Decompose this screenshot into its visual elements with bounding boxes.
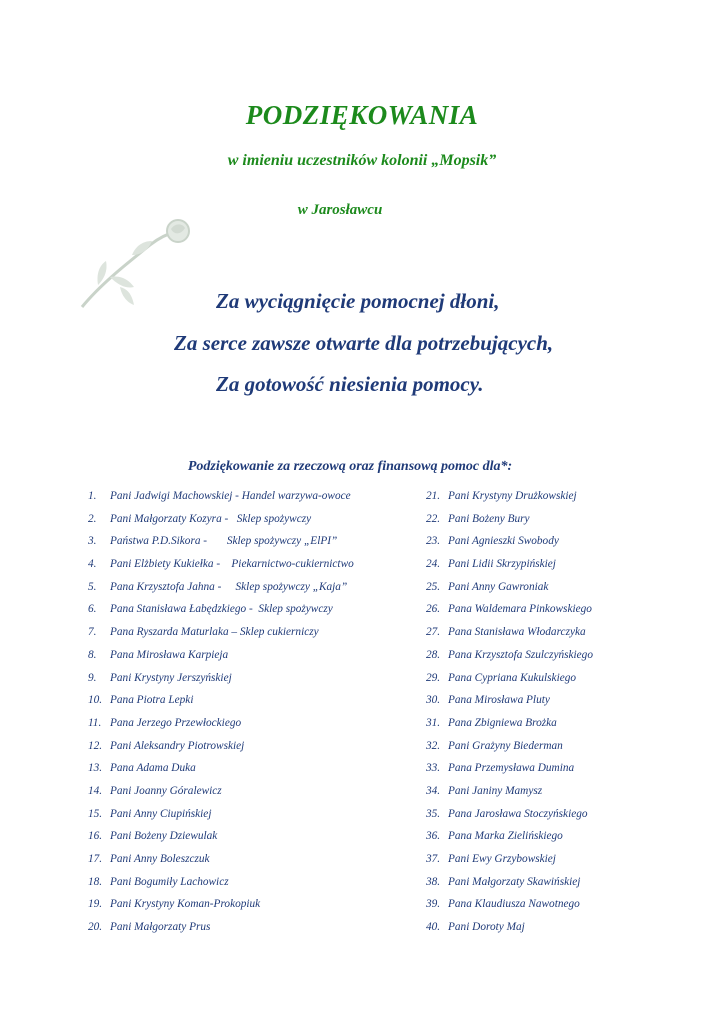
- list-item: [426, 714, 716, 737]
- list-item-number: 2.: [88, 512, 97, 525]
- thanks-line-2: Za serce zawsze otwarte dla potrzebujących,: [174, 331, 554, 355]
- list-item-text: Pana Ryszarda Maturlaka – Sklep cukierniczy: [110, 626, 319, 639]
- list-item-number: 9.: [88, 671, 97, 684]
- list-item-number: 19.: [88, 898, 103, 911]
- list-item-number: 11.: [88, 716, 102, 729]
- list-item-number: 20.: [88, 921, 103, 934]
- list-item-number: 12.: [88, 739, 103, 752]
- list-item-number: 34.: [426, 784, 441, 797]
- list-item: [88, 805, 418, 828]
- list-item-text: Pani Grażyny Biederman: [448, 739, 563, 752]
- list-item: [88, 827, 418, 850]
- list-item-number: 17.: [88, 853, 103, 865]
- list-item: [426, 737, 716, 760]
- list-item-number: 36.: [426, 830, 441, 843]
- list-item-number: 32.: [426, 739, 441, 752]
- list-item-number: 8.: [88, 648, 97, 661]
- list-item-text: Pani Krystyny Jerszyńskiej: [110, 671, 232, 684]
- list-item: [426, 895, 716, 918]
- list-item: [426, 691, 716, 714]
- list-item-number: 6.: [88, 603, 97, 616]
- list-item: [426, 669, 716, 692]
- list-item-number: 37.: [426, 853, 441, 865]
- list-item-number: 4.: [88, 558, 97, 571]
- list-item-text: Pani Krystyny Drużkowskiej: [448, 490, 577, 502]
- list-item-text: Pana Marka Zielińskiego: [448, 830, 563, 843]
- list-item: [426, 600, 716, 623]
- list-item-text: Pani Aleksandry Piotrowskiej: [110, 739, 245, 752]
- list-item: [88, 873, 418, 896]
- list-item-text: Pani Bogumiły Lachowicz: [110, 875, 229, 888]
- list-item-text: Pana Zbigniewa Brożka: [448, 716, 557, 729]
- list-item-number: 18.: [88, 875, 103, 888]
- list-item: [426, 555, 716, 578]
- list-item: [88, 578, 418, 601]
- list-item: [426, 487, 716, 510]
- list-item: [88, 714, 418, 737]
- place-line: w Jarosławcu: [297, 202, 383, 218]
- list-item-text: Pana Cypriana Kukulskiego: [448, 671, 577, 684]
- list-item-text: Pana Mirosława Karpieja: [110, 648, 229, 661]
- sponsor-list-right: [426, 487, 716, 941]
- list-item: [88, 737, 418, 760]
- list-item-text: Pana Jarosława Stoczyńskiego: [448, 807, 588, 820]
- list-item-text: Pana Stanisława Włodarczyka: [448, 626, 586, 639]
- list-item: [426, 510, 716, 533]
- list-item-text: Pani Lidii Skrzypińskiej: [448, 558, 556, 571]
- list-item: [426, 782, 716, 805]
- list-item: [88, 895, 418, 918]
- list-item: [88, 850, 418, 873]
- list-item-number: 23.: [426, 535, 441, 548]
- list-item-text: Pani Małgorzaty Skawińskiej: [448, 875, 581, 888]
- list-item-number: 25.: [426, 580, 441, 593]
- list-item: [426, 805, 716, 828]
- list-item-text: Pana Waldemara Pinkowskiego: [448, 603, 592, 616]
- list-item-text: Pani Janiny Mamysz: [448, 784, 543, 797]
- list-item-number: 30.: [426, 694, 441, 707]
- list-item-number: 7.: [88, 626, 97, 639]
- sponsor-list-left: [88, 487, 418, 941]
- list-item: [88, 669, 418, 692]
- list-item: [88, 759, 418, 782]
- list-item-text: Pani Ewy Grzybowskiej: [448, 853, 556, 865]
- list-item-text: Pani Anny Ciupińskiej: [110, 807, 212, 820]
- list-item-number: 38.: [426, 875, 441, 888]
- rose-icon: [70, 215, 200, 315]
- list-item-text: Pana Krzysztofa Szulczyńskiego: [448, 648, 593, 661]
- list-item-text: Pana Przemysława Dumina: [448, 762, 575, 775]
- list-item-number: 13.: [88, 762, 103, 775]
- list-item-number: 26.: [426, 603, 441, 616]
- list-item: [426, 850, 716, 873]
- list-item-number: 40.: [426, 921, 441, 934]
- list-item-text: Pani Bożeny Dziewulak: [110, 830, 218, 843]
- list-item-text: Pani Doroty Maj: [448, 921, 525, 934]
- list-item-number: 15.: [88, 807, 103, 820]
- list-item: [88, 691, 418, 714]
- list-item-text: Pani Anny Boleszczuk: [110, 853, 210, 865]
- list-item: [88, 555, 418, 578]
- list-item: [88, 918, 418, 941]
- list-item-number: 21.: [426, 490, 441, 502]
- list-item-number: 27.: [426, 626, 441, 639]
- list-item: [88, 532, 418, 555]
- list-item-number: 33.: [426, 762, 441, 775]
- list-item-number: 5.: [88, 580, 97, 593]
- list-item: [426, 646, 716, 669]
- list-item-text: Pana Stanisława Łabędzkiego - Sklep spożywczy: [110, 603, 333, 616]
- list-item-number: 29.: [426, 671, 441, 684]
- list-item-text: Pani Krystyny Koman-Prokopiuk: [110, 898, 261, 911]
- list-item-text: Pani Elżbiety Kukiełka - Piekarnictwo-cukiernictwo: [110, 558, 354, 571]
- list-item-text: Pana Piotra Lepki: [110, 694, 194, 707]
- list-item-number: 35.: [426, 807, 441, 820]
- list-item-text: Pani Joanny Góralewicz: [110, 784, 222, 797]
- thanks-line-3: Za gotowość niesienia pomocy.: [216, 372, 484, 396]
- list-item-text: Pani Małgorzaty Kozyra - Sklep spożywczy: [110, 512, 312, 525]
- list-item-number: 14.: [88, 784, 103, 797]
- list-item: [426, 623, 716, 646]
- list-item-number: 31.: [426, 716, 441, 729]
- list-item: [88, 782, 418, 805]
- thanks-line-1: Za wyciągnięcie pomocnej dłoni,: [216, 289, 500, 313]
- list-item: [426, 759, 716, 782]
- list-item: [426, 873, 716, 896]
- list-item-text: Pana Krzysztofa Jahna - Sklep spożywczy „Kaja”: [110, 580, 348, 593]
- list-item-text: Pani Agnieszki Swobody: [448, 535, 559, 548]
- list-heading: Podziękowanie za rzeczową oraz finansową pomoc dla*:: [187, 459, 513, 474]
- list-item-number: 24.: [426, 558, 441, 571]
- list-item: [426, 532, 716, 555]
- list-item: [426, 918, 716, 941]
- list-item: [88, 623, 418, 646]
- list-item-number: 28.: [426, 648, 441, 661]
- list-item-text: Pana Klaudiusza Nawotnego: [448, 898, 580, 911]
- list-item-number: 16.: [88, 830, 103, 843]
- list-item-text: Pani Małgorzaty Prus: [110, 921, 211, 934]
- list-item-text: Państwa P.D.Sikora - Sklep spożywczy „ElPI”: [110, 535, 338, 548]
- list-item-text: Pana Adama Duka: [110, 762, 196, 775]
- page-title: PODZIĘKOWANIA: [245, 100, 479, 130]
- list-item: [426, 827, 716, 850]
- list-item-number: 10.: [88, 694, 103, 707]
- list-item-number: 22.: [426, 512, 441, 525]
- list-item: [88, 646, 418, 669]
- list-item: [88, 510, 418, 533]
- list-item-text: Pani Bożeny Bury: [448, 512, 530, 525]
- subtitle: w imieniu uczestników kolonii „Mopsik”: [227, 152, 497, 169]
- list-item-text: Pani Jadwigi Machowskiej - Handel warzywa-owoce: [110, 490, 351, 502]
- list-item: [88, 487, 418, 510]
- list-item-number: 39.: [426, 898, 441, 911]
- list-item: [88, 600, 418, 623]
- list-item-number: 3.: [88, 535, 97, 548]
- list-item-text: Pana Mirosława Pluty: [448, 694, 550, 707]
- list-item-text: Pani Anny Gawroniak: [448, 580, 549, 593]
- list-item-text: Pana Jerzego Przewłockiego: [110, 716, 242, 729]
- list-item-number: 1.: [88, 490, 97, 502]
- list-item: [426, 578, 716, 601]
